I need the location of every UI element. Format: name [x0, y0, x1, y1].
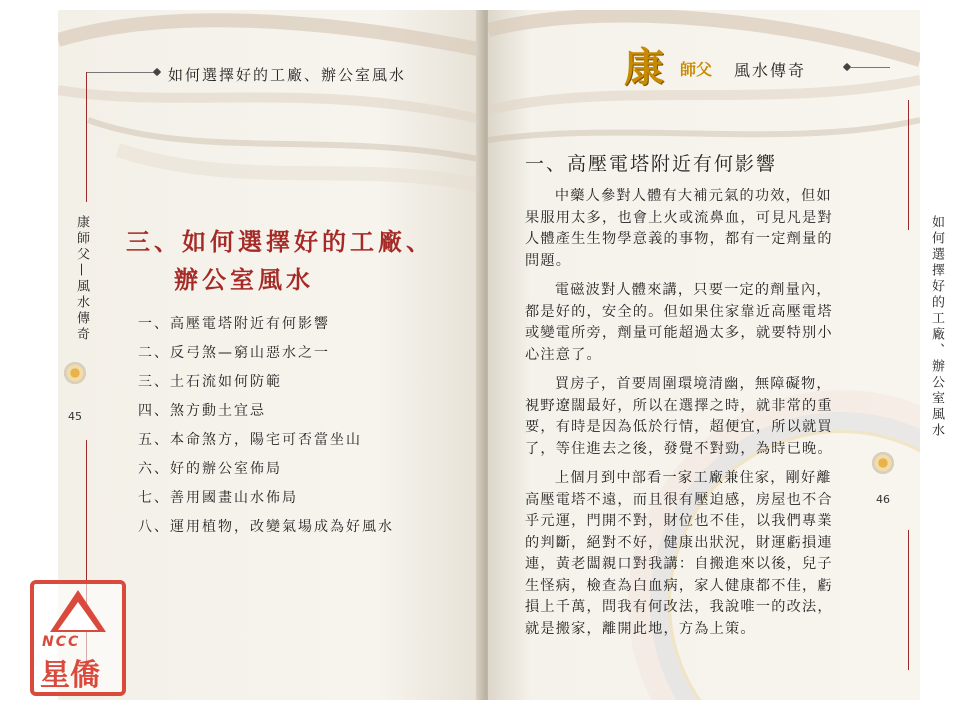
- side-label: 如何選擇好的工廠、辦公室風水: [929, 215, 944, 439]
- header-bullet-icon: [153, 68, 161, 76]
- vertical-red-rule-right: [908, 100, 909, 230]
- bagua-compass-icon: [62, 360, 88, 386]
- side-label: 康師父—風水傳奇: [74, 215, 89, 343]
- toc-item: 四、煞方動土宜忌: [138, 403, 266, 419]
- stamp-text-en: NCC: [42, 634, 81, 650]
- body-text: [525, 186, 837, 648]
- toc-item: 八、運用植物，改變氣場成為好風水: [138, 519, 394, 535]
- paragraph: 中藥人參對人體有大補元氣的功效，但如果服用太多，也會上火或流鼻血，可見凡是對人體產生生物學意義的事物，都有一定劑量的問題。: [525, 188, 833, 269]
- brand-logo-small: 師父: [680, 60, 713, 79]
- toc-item: 二、反弓煞—窮山惡水之一: [138, 345, 330, 361]
- page-number: 46: [876, 493, 890, 506]
- paragraph: 電磁波對人體來講，只要一定的劑量內，都是好的，安全的。但如果住家靠近高壓電塔或變電所旁，劑量可能超過太多，就要特別小心注意了。: [525, 282, 833, 363]
- ncc-watermark-stamp: [30, 580, 126, 696]
- triangle-inner: [58, 602, 98, 630]
- bagua-compass-icon: [870, 450, 896, 476]
- stamp-text-zh: 星僑: [40, 658, 100, 693]
- vertical-red-rule: [86, 72, 87, 202]
- toc-item: 一、高壓電塔附近有何影響: [138, 316, 330, 332]
- section-title: 一、高壓電塔附近有何影響: [525, 153, 778, 175]
- toc-item: 六、好的辦公室佈局: [138, 461, 282, 477]
- chapter-title-line1: 三、如何選擇好的工廠、: [126, 227, 434, 256]
- header-rule-line: [86, 72, 154, 73]
- page-number: 45: [68, 410, 82, 423]
- running-header: 如何選擇好的工廠、辦公室風水: [168, 66, 407, 84]
- running-header: 風水傳奇: [734, 61, 807, 80]
- table-of-contents: [138, 310, 394, 542]
- toc-item: 三、土石流如何防範: [138, 374, 282, 390]
- paragraph: 買房子，首要周圍環境清幽，無障礙物，視野遼闊最好，所以在選擇之時，就非常的重要，有時是因為低於行情，超便宜，所以就買了，等住進去之後，發覺不對勁，為時已晚。: [525, 376, 833, 457]
- chapter-title: [126, 223, 434, 299]
- vertical-red-rule-right-lower: [908, 530, 909, 670]
- toc-item: 七、善用國畫山水佈局: [138, 490, 298, 506]
- chapter-title-line2: 辦公室風水: [174, 265, 314, 294]
- paragraph: 上個月到中部看一家工廠兼住家，剛好離高壓電塔不遠，而且很有壓迫感，房屋也不合乎元運，門開不對，財位也不佳，以我們專業的判斷，絕對不好，健康出狀況，財運虧損連連，黃老闆親口對我講：自搬進來以後，兒子生怪病，檢查為白血病，家人健康都不佳，虧損上千萬，問我有何改法，我說唯一的改法，就是搬家，離開此地，方為上策。: [525, 470, 833, 637]
- toc-item: 五、本命煞方，陽宅可否當坐山: [138, 432, 362, 448]
- header-rule-right: [850, 67, 890, 68]
- brand-logo-big: 康: [624, 44, 664, 91]
